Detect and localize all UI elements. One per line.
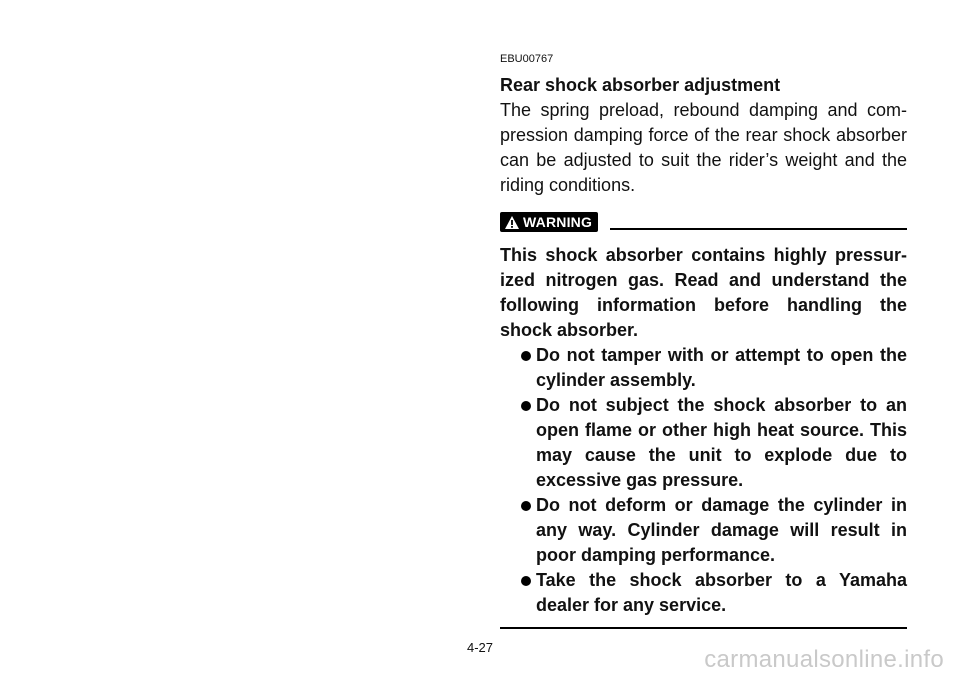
- section-title: Rear shock absorber adjustment: [500, 75, 781, 95]
- warning-bullet-list: [500, 343, 907, 618]
- intro-paragraph: The spring preload, rebound damping and com-pression damping force of the rear shock absorber can be adjusted to suit the rider’s weight and the riding conditions.: [500, 100, 907, 195]
- manual-content: [500, 52, 907, 629]
- page-number: 4-27: [466, 640, 494, 655]
- bullet-dot-icon: [521, 576, 531, 586]
- bullet-text: Take the shock absorber to a Yamaha dealer for any service.: [536, 570, 907, 615]
- bullet-text: Do not deform or damage the cylinder in any way. Cylinder damage will result in poor damping performance.: [536, 495, 907, 565]
- warning-header: [500, 211, 907, 233]
- bullet-dot-icon: [521, 351, 531, 361]
- section-code: EBU00767: [500, 53, 554, 65]
- warning-end-rule: [500, 627, 907, 629]
- list-item: [500, 343, 907, 393]
- bullet-text: Do not tamper with or attempt to open the cylinder assembly.: [536, 345, 907, 390]
- warning-rule: [610, 228, 907, 230]
- list-item: [500, 568, 907, 618]
- bullet-text: Do not subject the shock absorber to an open flame or other high heat source. This may cause the unit to explode due to excessive gas pressure.: [536, 395, 907, 490]
- bullet-dot-icon: [521, 401, 531, 411]
- warning-label: WARNING: [523, 214, 593, 230]
- warning-triangle-icon: [504, 215, 520, 230]
- list-item: [500, 393, 907, 493]
- bullet-dot-icon: [521, 501, 531, 511]
- warning-text: This shock absorber contains highly pressur-ized nitrogen gas. Read and understand the following information before handling the shock absorber.: [500, 245, 907, 340]
- list-item: [500, 493, 907, 568]
- watermark: carmanualsonline.info: [704, 646, 944, 673]
- warning-badge: [500, 212, 598, 232]
